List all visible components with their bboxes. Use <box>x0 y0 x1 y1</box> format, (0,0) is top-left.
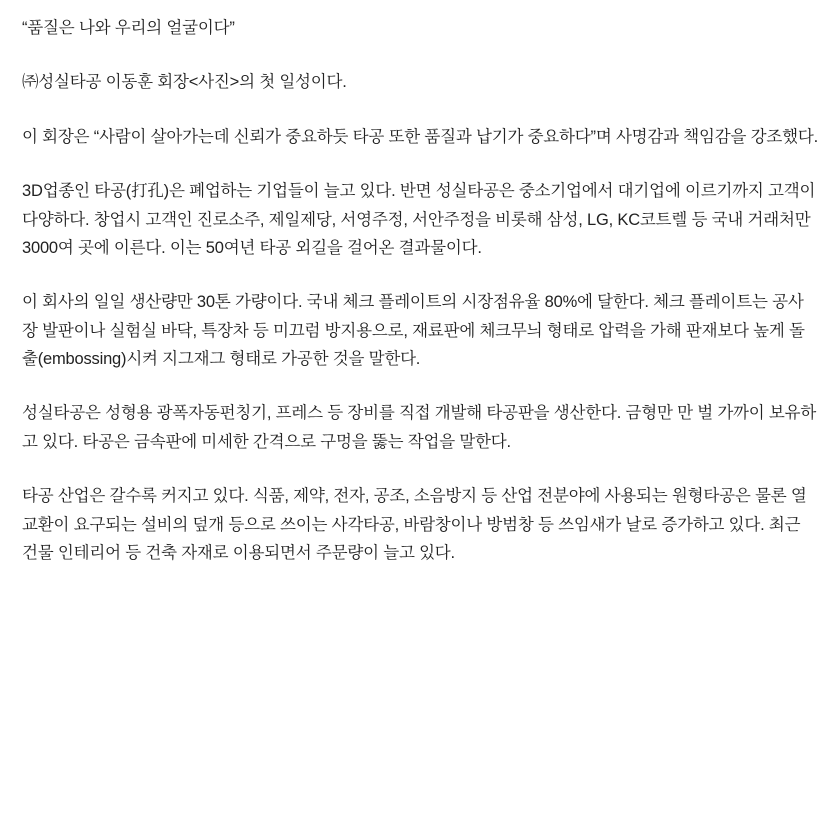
article-paragraph: 이 회사의 일일 생산량만 30톤 가량이다. 국내 체크 플레이트의 시장점유율 80%에 달한다. 체크 플레이트는 공사장 발판이나 실험실 바닥, 특장차 등 미끄럼 방지용으로, 재료판에 체크무늬 형태로 압력을 가해 판재보다 높게 돌출(embossing)시켜 지그재그 형태로 가공한 것을 말한다. <box>22 293 805 368</box>
article-paragraph: 성실타공은 성형용 광폭자동펀칭기, 프레스 등 장비를 직접 개발해 타공판을 생산한다. 금형만 만 벌 가까이 보유하고 있다. 타공은 금속판에 미세한 간격으로 구멍을 뚫는 작업을 말한다. <box>22 404 817 451</box>
article-paragraph: 타공 산업은 갈수록 커지고 있다. 식품, 제약, 전자, 공조, 소음방지 등 산업 전분야에 사용되는 원형타공은 물론 열교환이 요구되는 설비의 덮개 등으로 쓰이는 사각타공, 바람창이나 방범창 등 쓰임새가 날로 증가하고 있다. 최근 건물 인테리어 등 건축 자재로 이용되면서 주문량이 늘고 있다. <box>22 487 807 562</box>
article-paragraph: 이 회장은 “사람이 살아가는데 신뢰가 중요하듯 타공 또한 품질과 납기가 중요하다”며 사명감과 책임감을 강조했다. <box>22 127 818 146</box>
article-paragraph: 3D업종인 타공(打孔)은 폐업하는 기업들이 늘고 있다. 반면 성실타공은 중소기업에서 대기업에 이르기까지 고객이 다양하다. 창업시 고객인 진로소주, 제일제당, 서영주정, 서안주정을 비롯해 삼성, LG, KC코트렐 등 국내 거래처만 3000여 곳에 이른다. 이는 50여년 타공 외길을 걸어온 결과물이다. <box>22 182 820 257</box>
article-paragraph: “품질은 나와 우리의 얼굴이다” <box>22 19 235 37</box>
article-paragraph: ㈜성실타공 이동훈 회장<사진>의 첫 일성이다. <box>22 73 347 92</box>
